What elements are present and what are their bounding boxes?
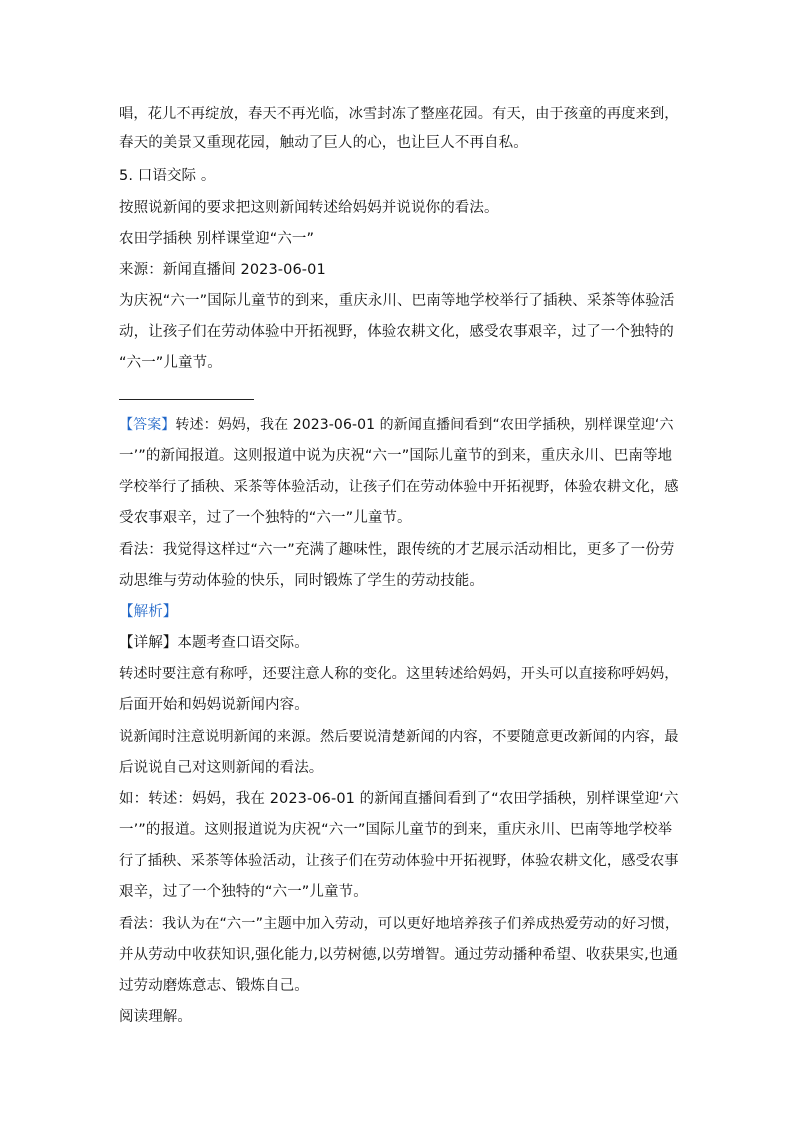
analysis-detail: 【详解】本题考查口语交际。 [119, 635, 309, 651]
analysis-p3-line-1: 如：转述：妈妈，我在 2023-06-01 的新闻直播间看到了“农田学插秧，别样课堂迎‘六 [119, 791, 679, 807]
answer-line-1 [119, 415, 674, 435]
question-instruction: 按照说新闻的要求把这则新闻转述给妈妈并说说你的看法。 [119, 200, 499, 216]
answer-label: 【答案】 [119, 417, 176, 433]
story-tail-line-2: 春天的美景又重现花园，触动了巨人的心，也让巨人不再自私。 [119, 135, 528, 151]
story-tail-line-1: 唱，花儿不再绽放，春天不再光临，冰雪封冻了整座花园。有天，由于孩童的再度来到， [119, 106, 679, 122]
question-title: 5. 口语交际 。 [119, 168, 216, 184]
next-section-title: 阅读理解。 [119, 1009, 192, 1025]
news-body-line-1: 为庆祝“六一”国际儿童节的到来，重庆永川、巴南等地学校举行了插秧、采茶等体验活 [119, 293, 675, 309]
answer-retell-line-3: 学校举行了插秧、采茶等体验活动，让孩子们在劳动体验中开拓视野，体验农耕文化，感 [119, 479, 679, 495]
analysis-p1-line-1: 转述时要注意有称呼，还要注意人称的变化。这里转述给妈妈，开头可以直接称呼妈妈， [119, 666, 679, 682]
answer-retell-line-1: 转述：妈妈，我在 2023-06-01 的新闻直播间看到“农田学插秧，别样课堂迎‘六 [175, 417, 674, 433]
news-title: 农田学插秧 别样课堂迎“六一” [119, 231, 315, 247]
answer-blank-line [119, 399, 254, 400]
news-source: 来源：新闻直播间 2023-06-01 [119, 262, 326, 278]
analysis-p4-line-1: 看法：我认为在“六一”主题中加入劳动，可以更好地培养孩子们养成热爱劳动的好习惯， [119, 916, 680, 932]
analysis-p3-line-3: 行了插秧、采茶等体验活动，让孩子们在劳动体验中开拓视野，体验农耕文化，感受农事 [119, 853, 679, 869]
answer-opinion-line-2: 动思维与劳动体验的快乐，同时锻炼了学生的劳动技能。 [119, 573, 484, 589]
analysis-p1-line-2: 后面开始和妈妈说新闻内容。 [119, 697, 309, 713]
analysis-p4-line-3: 过劳动磨炼意志、锻炼自己。 [119, 978, 309, 994]
analysis-p3-line-4: 艰辛，过了一个独特的“六一”儿童节。 [119, 884, 368, 900]
analysis-p2-line-2: 后说说自己对这则新闻的看法。 [119, 760, 324, 776]
answer-retell-line-4: 受农事艰辛，过了一个独特的“六一”儿童节。 [119, 510, 412, 526]
analysis-p3-line-2: 一’”的报道。这则报道说为庆祝“六一”国际儿童节的到来，重庆永川、巴南等地学校举 [119, 822, 673, 838]
analysis-p2-line-1: 说新闻时注意说明新闻的来源。然后要说清楚新闻的内容，不要随意更改新闻的内容，最 [119, 729, 679, 745]
news-body-line-2: 动，让孩子们在劳动体验中开拓视野，体验农耕文化，感受农事艰辛，过了一个独特的 [119, 324, 674, 340]
answer-opinion-line-1: 看法：我觉得这样过“六一”充满了趣味性，跟传统的才艺展示活动相比，更多了一份劳 [119, 542, 675, 558]
news-body-line-3: “六一”儿童节。 [119, 355, 222, 371]
answer-retell-line-2: 一’”的新闻报道。这则报道中说为庆祝“六一”国际儿童节的到来，重庆永川、巴南等地 [119, 448, 673, 464]
analysis-label: 【解析】 [119, 604, 178, 620]
analysis-p4-line-2: 并从劳动中收获知识,强化能力,以劳树德,以劳增智。通过劳动播种希望、收获果实,也通 [119, 947, 679, 963]
